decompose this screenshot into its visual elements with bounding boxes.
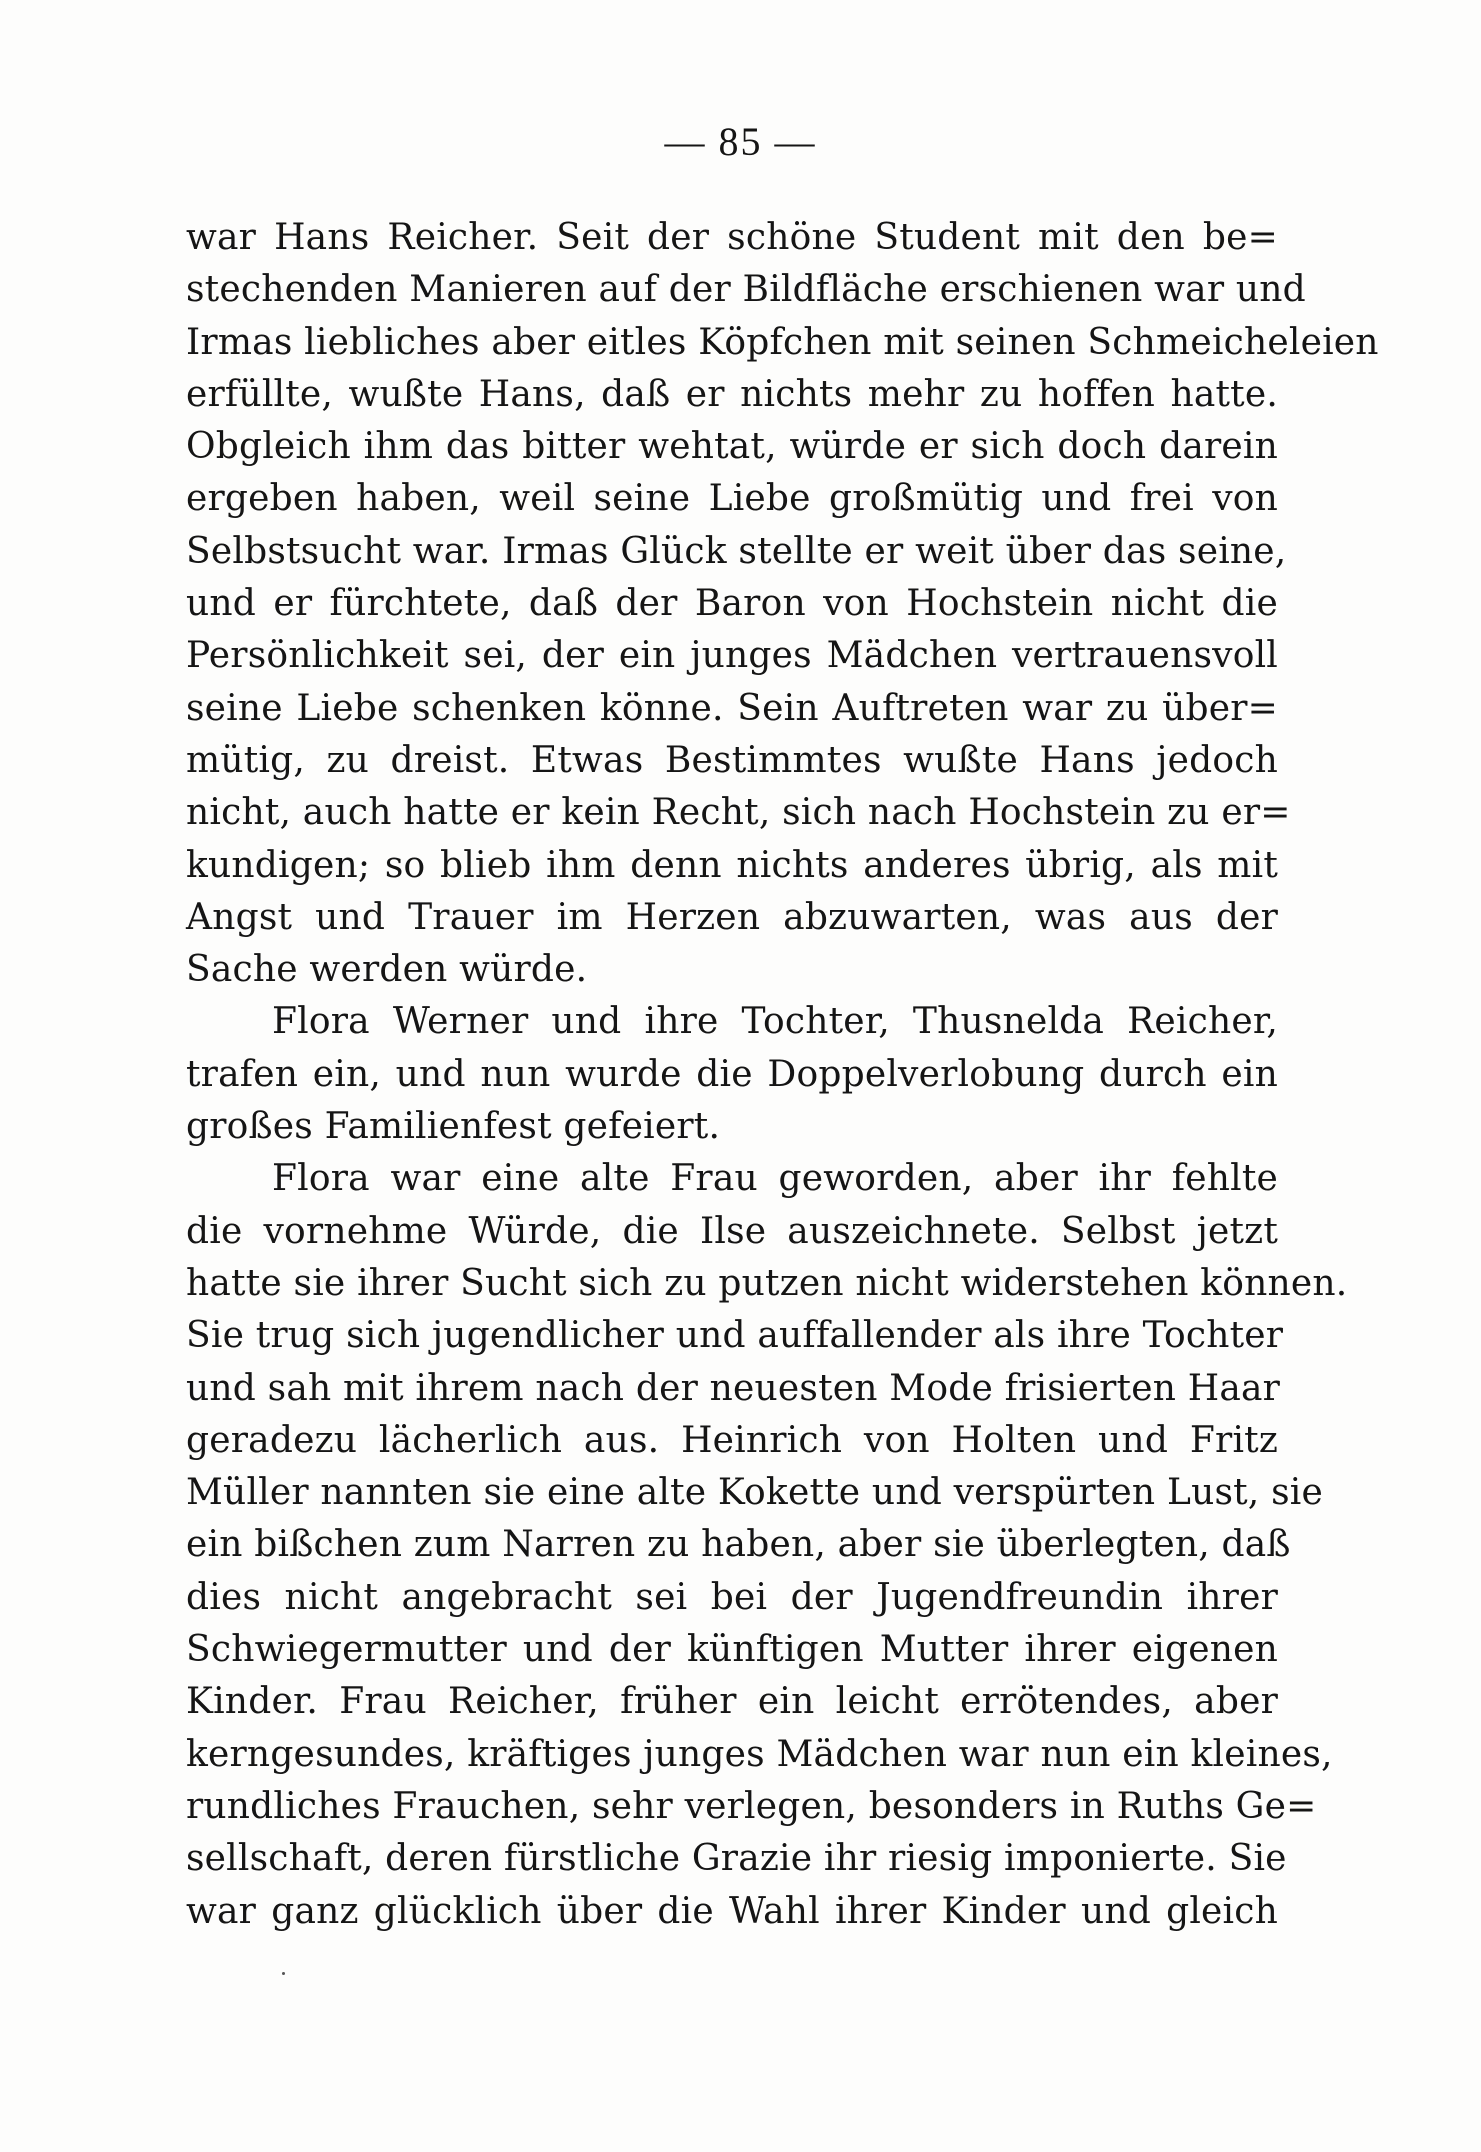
text-line: seine Liebe schenken könne. Sein Auftreten war zu über=: [186, 687, 1278, 729]
paper-speck: [282, 1972, 285, 1975]
text-line: kerngesundes, kräftiges junges Mädchen war nun ein kleines,: [186, 1733, 1333, 1775]
text-line: trafen ein, und nun wurde die Doppelverlobung durch ein: [186, 1053, 1278, 1095]
text-line: Persönlichkeit sei, der ein junges Mädchen vertrauensvoll: [186, 635, 1278, 677]
text-line: geradezu lächerlich aus. Heinrich von Holten und Fritz: [186, 1419, 1278, 1461]
text-line: kundigen; so blieb ihm denn nichts anderes übrig, als mit: [186, 844, 1278, 886]
text-line: erfüllte, wußte Hans, daß er nichts mehr zu hoffen hatte.: [186, 373, 1278, 415]
text-line: hatte sie ihrer Sucht sich zu putzen nicht widerstehen können.: [186, 1262, 1348, 1304]
text-line: ergeben haben, weil seine Liebe großmütig und frei von: [186, 478, 1278, 520]
text-line: mütig, zu dreist. Etwas Bestimmtes wußte Hans jedoch: [186, 739, 1278, 781]
paragraph-end-line: großes Familienfest gefeiert.: [186, 1106, 721, 1148]
text-line: Kinder. Frau Reicher, früher ein leicht errötendes, aber: [186, 1681, 1278, 1723]
text-line: Irmas liebliches aber eitles Köpfchen mit seinen Schmeicheleien: [186, 321, 1379, 363]
text-line: sellschaft, deren fürstliche Grazie ihr riesig imponierte. Sie: [186, 1838, 1287, 1880]
text-line: Selbstsucht war. Irmas Glück stellte er weit über das seine,: [186, 530, 1287, 572]
page-number: — 85 —: [664, 119, 817, 164]
text-line: Obgleich ihm das bitter wehtat, würde er sich doch darein: [186, 426, 1278, 468]
text-line: die vornehme Würde, die Ilse auszeichnete. Selbst jetzt: [186, 1210, 1278, 1252]
text-line: war ganz glücklich über die Wahl ihrer Kinder und gleich: [186, 1890, 1278, 1932]
paragraph-start-line: Flora war eine alte Frau geworden, aber ihr fehlte: [272, 1158, 1278, 1200]
text-line: Müller nannten sie eine alte Kokette und verspürten Lust, sie: [186, 1472, 1323, 1514]
paragraph-end-line: Sache werden würde.: [186, 949, 588, 991]
text-line: Schwiegermutter und der künftigen Mutter ihrer eigenen: [186, 1629, 1278, 1671]
text-line: war Hans Reicher. Seit der schöne Student mit den be=: [186, 217, 1278, 258]
text-line: stechenden Manieren auf der Bildfläche erschienen war und: [186, 269, 1306, 311]
text-line: und sah mit ihrem nach der neuesten Mode frisierten Haar: [186, 1367, 1281, 1409]
text-line: nicht, auch hatte er kein Recht, sich nach Hochstein zu er=: [186, 792, 1291, 834]
body-text: [186, 212, 1379, 1938]
text-line: dies nicht angebracht sei bei der Jugendfreundin ihrer: [186, 1576, 1278, 1618]
paragraph-start-line: Flora Werner und ihre Tochter, Thusnelda Reicher,: [272, 1001, 1278, 1043]
text-line: ein bißchen zum Narren zu haben, aber sie überlegten, daß: [186, 1524, 1291, 1566]
text-line: rundliches Frauchen, sehr verlegen, besonders in Ruths Ge=: [186, 1785, 1317, 1827]
text-line: Angst und Trauer im Herzen abzuwarten, was aus der: [186, 896, 1278, 938]
text-line: und er fürchtete, daß der Baron von Hochstein nicht die: [186, 583, 1278, 625]
text-line: Sie trug sich jugendlicher und auffallender als ihre Tochter: [186, 1315, 1284, 1357]
